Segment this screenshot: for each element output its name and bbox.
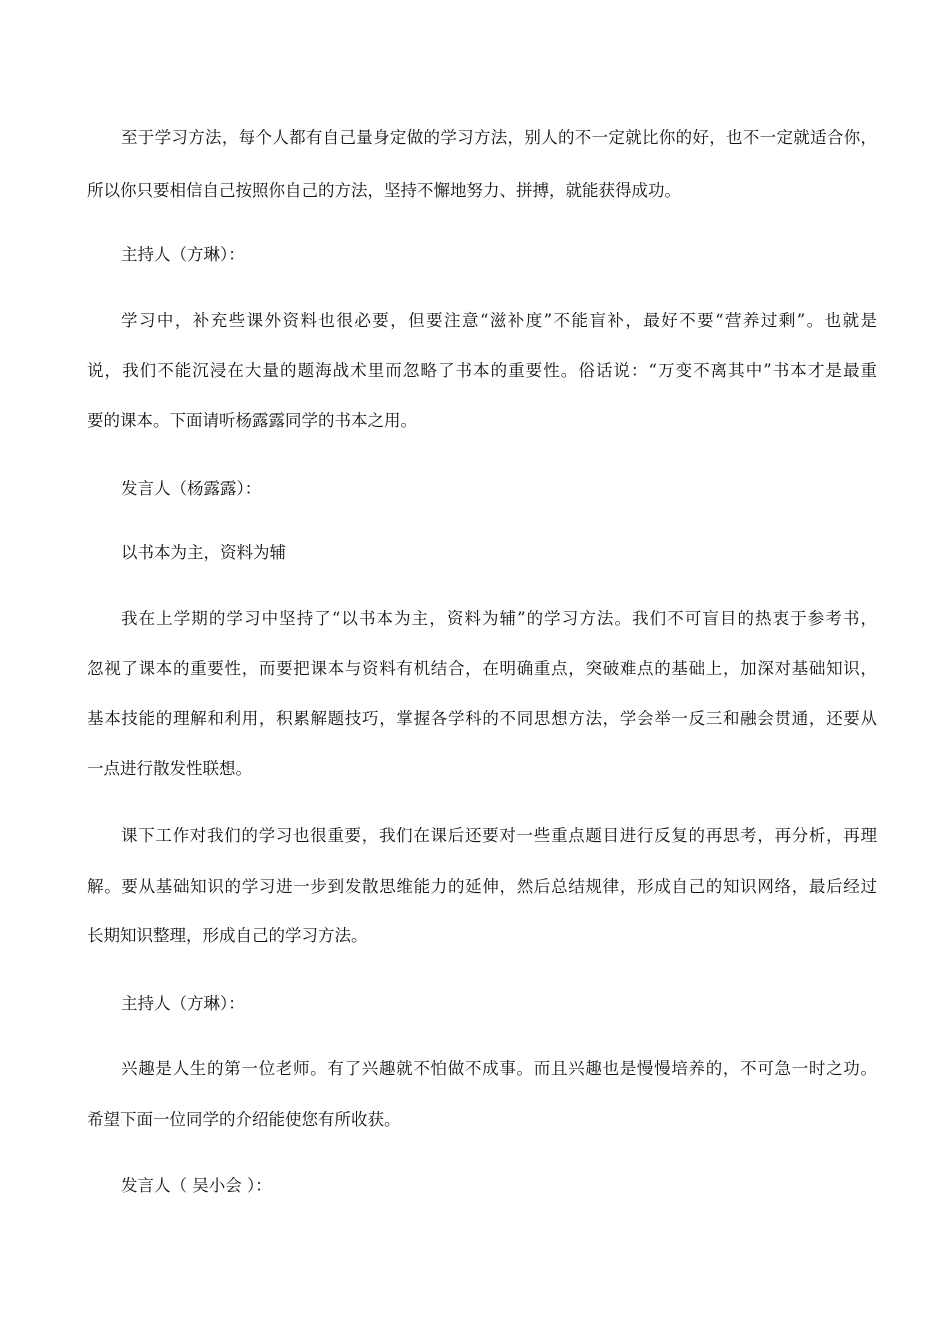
text-line: 长期知识整理，形成自己的学习方法。	[87, 926, 368, 945]
text-line: 解。要从基础知识的学习进一步到发散思维能力的延伸，然后总结规律，形成自己的知识网络，最后经过	[87, 877, 877, 896]
text-line: 至于学习方法，每个人都有自己量身定做的学习方法，别人的不一定就比你的好，也不一定就适合你，	[121, 128, 877, 147]
text-line: 兴趣是人生的第一位老师。有了兴趣就不怕做不成事。而且兴趣也是慢慢培养的，不可急一时之功。	[121, 1059, 877, 1078]
section-heading: 以书本为主，资料为辅	[121, 543, 286, 562]
text-line: 所以你只要相信自己按照你自己的方法，坚持不懈地努力、拼搏，就能获得成功。	[87, 181, 681, 200]
text-line: 要的课本。下面请听杨露露同学的书本之用。	[87, 411, 417, 430]
text-line: 希望下面一位同学的介绍能使您有所收获。	[87, 1110, 401, 1129]
text-line: 学习中，补充些课外资料也很必要，但要注意“滋补度”不能盲补，最好不要“营养过剩”。也就是	[121, 311, 877, 330]
text-line: 说，我们不能沉浸在大量的题海战术里而忽略了书本的重要性。俗话说：“万变不离其中”书本才是最重	[87, 361, 877, 380]
speaker-label: 发言人（ 吴小会 ）：	[121, 1176, 272, 1195]
text-line: 忽视了课本的重要性，而要把课本与资料有机结合，在明确重点，突破难点的基础上，加深对基础知识，	[87, 659, 877, 678]
text-line: 基本技能的理解和利用，积累解题技巧，掌握各学科的不同思想方法，学会举一反三和融会贯通，还要从	[87, 709, 877, 728]
text-line: 课下工作对我们的学习也很重要，我们在课后还要对一些重点题目进行反复的再思考，再分析，再理	[121, 826, 877, 845]
speaker-label: 主持人（方琳）：	[121, 994, 245, 1013]
text-line: 我在上学期的学习中坚持了“以书本为主，资料为辅”的学习方法。我们不可盲目的热衷于参考书，	[121, 609, 877, 628]
speaker-label: 主持人（方琳）：	[121, 245, 245, 264]
text-line: 一点进行散发性联想。	[87, 759, 252, 778]
speaker-label: 发言人（杨露露）：	[121, 479, 262, 498]
